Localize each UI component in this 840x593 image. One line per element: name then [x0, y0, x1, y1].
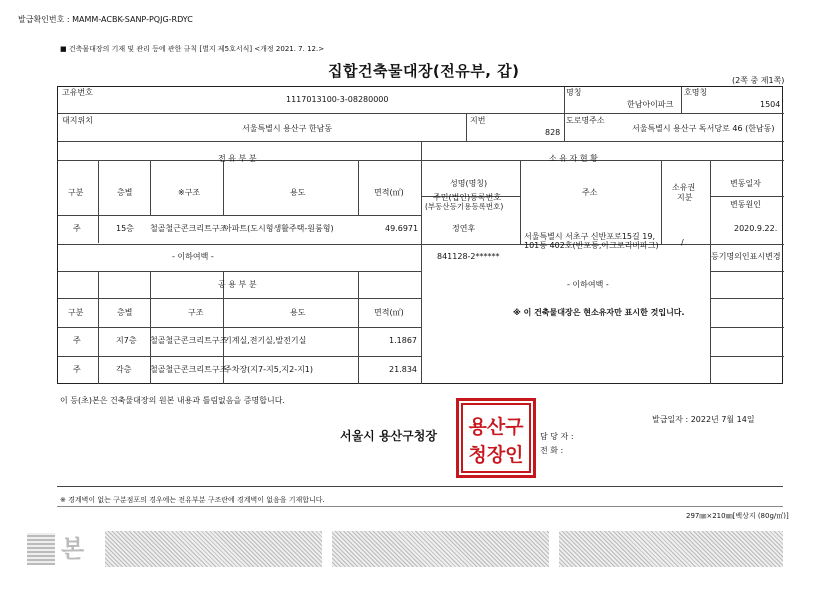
excl-header-floor: 층별: [117, 188, 133, 197]
name-label: 명칭: [566, 88, 582, 97]
excl-end-note: - 이하여백 -: [172, 252, 214, 261]
excl-header-use: 용도: [290, 188, 306, 197]
document-title: 집합건축물대장(전유부, 갑): [328, 62, 520, 80]
lot-label: 지번: [470, 116, 486, 125]
excl-header-area: 면적(㎡): [374, 188, 404, 197]
mark-pattern: [27, 533, 55, 565]
owner-header-share-2: 지분: [677, 193, 693, 202]
common-row-2-area: 21.834: [389, 365, 417, 374]
rule-note: ■ 건축물대장의 기재 및 관리 등에 관한 규칙 [별지 제5호서식] <개정 2021. 7. 12.>: [60, 45, 325, 53]
phone-label: 전 화 :: [540, 446, 564, 455]
excl-header-type: 구분: [68, 188, 84, 197]
owner-share: /: [681, 238, 684, 247]
owner-header-name: 성명(명칭): [450, 179, 488, 188]
unit-name: 1504: [760, 100, 781, 109]
owner-name: 정연후: [452, 224, 476, 233]
svg-text:청장인: 청장인: [468, 444, 524, 466]
excl-row-type: 주: [73, 224, 81, 233]
excl-row-floor: 15층: [116, 224, 134, 233]
common-row-1-type: 주: [73, 336, 81, 345]
common-row-1-use: 기계실,전기실,발전기실: [224, 336, 307, 345]
owner-id: 841128-2******: [437, 252, 500, 261]
site-location: 서울특별시 용산구 한남동: [242, 124, 333, 133]
common-row-2-type: 주: [73, 365, 81, 374]
excl-row-structure: 철골철근콘크리트구조: [150, 224, 228, 233]
mark-character: 본: [61, 535, 85, 563]
building-name: 한남아이파크: [627, 100, 674, 109]
owner-address-1: 서울특별시 서초구 신반포로15길 19,: [524, 232, 655, 241]
owner-change-date: 2020.9.22.: [734, 224, 778, 233]
issuing-office: 서울시 용산구청장: [340, 429, 437, 443]
owner-header-id-2: (부동산등기용등록번호): [425, 202, 504, 211]
site-label: 대지위치: [62, 116, 93, 125]
common-header-area: 면적(㎡): [374, 308, 404, 317]
paper-spec: 297㎜×210㎜[백상지 (80g/㎡)]: [686, 512, 789, 520]
unit-label: 호명칭: [684, 88, 708, 97]
issue-date: 발급일자 : 2022년 7월 14일: [652, 415, 755, 424]
certify-text: 이 등(초)본은 건축물대장의 원본 내용과 틀림없음을 증명합니다.: [60, 396, 285, 405]
common-header-type: 구분: [68, 308, 84, 317]
excl-row-use: 아파트(도시형생활주택-원룸형): [224, 224, 334, 233]
footer-divider-2: [57, 506, 783, 507]
excl-header-structure: ※구조: [178, 188, 201, 197]
common-row-2-structure: 철골철근콘크리트구조: [150, 365, 228, 374]
owner-change-reason: 등기명의인표시변경: [711, 252, 781, 261]
common-header-floor: 층별: [117, 308, 133, 317]
footer-divider: [57, 486, 783, 487]
owner-address-2: 101동 402호(반포동,아크로리버파크): [524, 241, 659, 250]
official-seal: [456, 398, 536, 478]
owner-section-title: 소 유 자 현 황: [549, 154, 598, 163]
security-strip-2: [332, 531, 549, 567]
road-address: 서울특별시 용산구 독서당로 46 (한남동): [632, 124, 775, 133]
owner-header-share-1: 소유권: [672, 183, 696, 192]
common-row-2-use: 주차장(지7-지5,지2-지1): [224, 365, 314, 374]
owner-end-note: - 이하여백 -: [567, 280, 609, 289]
owner-header-change-date: 변동일자: [730, 179, 761, 188]
common-row-2-floor: 각층: [116, 365, 132, 374]
common-header-use: 용도: [290, 308, 306, 317]
common-row-1-area: 1.1867: [389, 336, 417, 345]
security-strip-3: [559, 531, 783, 567]
owner-header-change-reason: 변동원인: [730, 200, 761, 209]
security-strip-1: [105, 531, 322, 567]
footnote: ※ 경계벽이 없는 구분점포의 경우에는 전유부분 구조란에 경계벽이 없음을 기재합니다.: [60, 496, 325, 504]
owner-notice: ※ 이 건축물대장은 현소유자만 표시한 것입니다.: [513, 308, 685, 317]
exclusive-section-title: 전 유 부 분: [218, 154, 257, 163]
svg-text:용산구: 용산구: [468, 416, 524, 438]
road-address-label: 도로명주소: [566, 116, 605, 125]
owner-header-address: 주소: [582, 188, 598, 197]
unique-no-label: 고유번호: [62, 88, 93, 97]
page-count: (2쪽 중 제1쪽): [732, 76, 785, 85]
excl-row-area: 49.6971: [385, 224, 419, 233]
document-mark: [25, 531, 95, 567]
issue-confirmation-no: 발급확인번호 : MAMM-ACBK-SANP-PQJG-RDYC: [18, 15, 193, 24]
common-row-1-floor: 지7층: [116, 336, 137, 345]
owner-header-id-1: 주민(법인)등록번호: [433, 193, 502, 202]
seal-graphic: [459, 401, 533, 475]
common-section-title: 공 용 부 분: [218, 280, 257, 289]
common-row-1-structure: 철골철근콘크리트구조: [150, 336, 228, 345]
clerk-label: 담 당 자 :: [540, 432, 574, 441]
lot-number: 828: [545, 128, 561, 137]
unique-no: 1117013100-3-08280000: [286, 95, 389, 104]
common-header-structure: 구조: [188, 308, 204, 317]
